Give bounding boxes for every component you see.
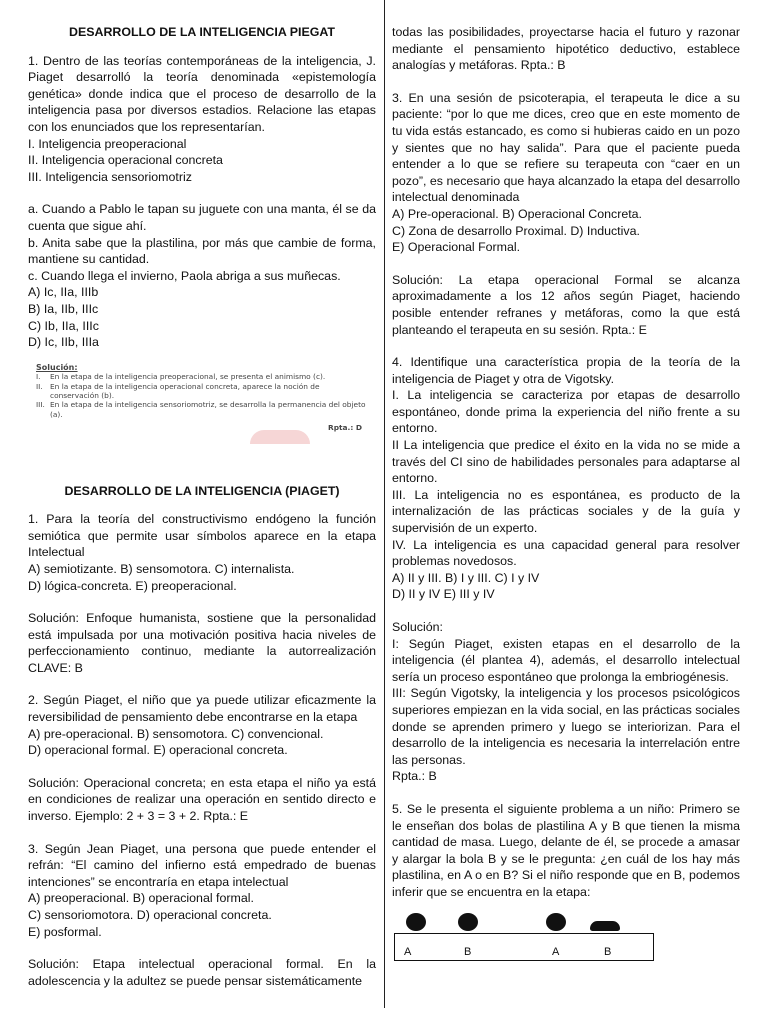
q4-option: D) II y IV E) III y IV bbox=[392, 587, 495, 602]
q1-statement-c: c. Cuando llega el invierno, Paola abriga a sus muñecas. bbox=[28, 268, 341, 283]
q1-option: D) Ic, IIb, IIIa bbox=[28, 335, 99, 350]
figure-label: A bbox=[552, 945, 560, 958]
ball-b-left bbox=[458, 913, 478, 931]
q1-option: A) Ic, IIa, IIIb bbox=[28, 285, 99, 300]
s2q2-option: A) pre-operacional. B) sensomotora. C) convencional. bbox=[28, 726, 324, 741]
s2q1-option: A) semiotizante. B) sensomotora. C) internalista. bbox=[28, 561, 295, 576]
s2q3-option: C) sensoriomotora. D) operacional concreta. bbox=[28, 908, 272, 922]
s2q3-solution: Solución: Etapa intelectual operacional formal. En la adolescencia y la adultez se puede pensar sistemáticamente bbox=[28, 957, 376, 988]
question3-text: 3. En una sesión de psicoterapia, el terapeuta le dice a su paciente: “por lo que me dices, creo que en este momento de tu vida estás estancado, es como si hubieras caido en un pozo y sientes que no hay salida”. Para que el paciente pueda entender a lo que se refiere su terapeuta con “caer en un pozo”, es necesario que haya alcanzado la etapa del desarrollo intelectual denominada bbox=[392, 90, 740, 205]
q1-statement-b: b. Anita sabe que la plastilina, por más que cambie de forma, mantiene su cantidad. bbox=[28, 235, 376, 267]
flattened-b-right bbox=[590, 921, 620, 931]
s2q1-solution: Solución: Enfoque humanista, sostiene que la personalidad está impulsada por una motivación positiva hacia niveles de perfeccionamiento continuo, mediante la autorrealización CLAVE: B bbox=[28, 611, 376, 675]
question5-text: 5. Se le presenta el siguiente problema a un niño: Primero se le enseñan dos bolas de plastilina A y B que tienen la misma cantidad de masa. Luego, delante de él, se procede a amasar y alargar la bola B y se le pregunta: ¿en cuál de los hay más plastilina, en A o en B? Si el niño responde que en B, podemos inferir que se encuentra en la etapa: bbox=[392, 801, 740, 899]
ball-a-right bbox=[546, 913, 566, 931]
s2q2-solution: Solución: Operacional concreta; en esta etapa el niño ya está en condiciones de realizar una operación en sentido directo e inverso. Ejemplo: 2 + 3 = 3 + 2. Rpta.: E bbox=[28, 775, 376, 824]
q3-option: E) Operacional Formal. bbox=[392, 240, 521, 255]
s2-question3: 3. Según Jean Piaget, una persona que puede entender el refrán: “El camino del infierno está empedrado de buenas intenciones” se encontraría en etapa intelectual bbox=[28, 841, 376, 889]
q4-answer: Rpta.: B bbox=[392, 769, 437, 784]
question4-text: 4. Identifique una característica propia de la teoría de la inteligencia de Piaget y otra de Vigotsky. bbox=[392, 355, 740, 386]
q3-option: A) Pre-operacional. B) Operacional Concreta. bbox=[392, 206, 642, 221]
snippet-answer: Rpta.: D bbox=[328, 423, 362, 433]
q1-statement-a: a. Cuando a Pablo le tapan su juguete con una manta, él se da cuenta que sigue ahí. bbox=[28, 202, 376, 233]
q3-option: C) Zona de desarrollo Proximal. D) Inductiva. bbox=[392, 223, 640, 238]
q1-item: I. Inteligencia preoperacional bbox=[28, 136, 187, 151]
figure-frame bbox=[394, 933, 654, 961]
figure-label: B bbox=[604, 945, 612, 958]
q4-solution-i: I: Según Piaget, existen etapas en el desarrollo de la inteligencia (él plantea 4), además, el desarrollo intelectual sería un proceso espontáneo que prolonga la embriogénesis. bbox=[392, 636, 740, 684]
q1-item: II. Inteligencia operacional concreta bbox=[28, 153, 223, 168]
solution-snippet-image bbox=[36, 363, 366, 433]
q4-statement-iii: III. La inteligencia no es espontánea, es producto de la internalización de las prácticas sociales y de la guía y supervisión de un experto. bbox=[392, 487, 740, 536]
q1-option: C) Ib, IIa, IIIc bbox=[28, 318, 99, 333]
s2q2-option: D) operacional formal. E) operacional concreta. bbox=[28, 743, 288, 758]
q3-solution: Solución: La etapa operacional Formal se alcanza aproximadamente a los 12 años según Piaget, haciendo posible entender refranes y metáforas, como la que está planteando el terapeuta en su sesión. Rpta.: E bbox=[392, 272, 740, 337]
snippet-row: II. En la etapa de la inteligencia operacional concreta, aparece la noción de conservación (b). bbox=[36, 381, 320, 400]
q4-statement-iv: IV. La inteligencia es una capacidad general para resolver problemas novedosos. bbox=[392, 537, 740, 569]
s2q3-option: A) preoperacional. B) operacional formal. bbox=[28, 891, 254, 906]
continued-solution: todas las posibilidades, proyectarse hacia el futuro y razonar mediante el pensamiento hipotético deductivo, establece analogías y metáforas. Rpta.: B bbox=[392, 25, 740, 73]
s2-question1: 1. Para la teoría del constructivismo endógeno la función semiótica que permite usar símbolos aparece en la etapa Intelectual bbox=[28, 512, 376, 560]
q1-item: III. Inteligencia sensoriomotriz bbox=[28, 169, 192, 184]
figure-label: A bbox=[404, 945, 412, 958]
figure-label: B bbox=[464, 945, 472, 958]
s2-question2: 2. Según Piaget, el niño que ya puede utilizar eficazmente la reversibilidad de pensamiento debe encontrarse en la etapa bbox=[28, 693, 376, 725]
left-column bbox=[28, 18, 376, 989]
s2q3-option: E) posformal. bbox=[28, 924, 102, 939]
s2q1-option: D) lógica-concreta. E) preoperacional. bbox=[28, 578, 237, 593]
q4-option: A) II y III. B) I y III. C) I y IV bbox=[392, 570, 540, 585]
q4-solution-heading: Solución: bbox=[392, 620, 443, 634]
q4-statement-ii: II La inteligencia que predice el éxito en la vida no se mide a través del CI sino de habilidades personales para adaptarse al entorno. bbox=[392, 438, 740, 486]
plasticine-figure bbox=[394, 909, 656, 961]
ball-a-left bbox=[406, 913, 426, 931]
section2-title: DESARROLLO DE LA INTELIGENCIA (PIAGET) bbox=[64, 483, 340, 498]
snippet-row: III. En la etapa de la inteligencia sensoriomotriz, se desarrolla la permanencia del objeto (a). bbox=[36, 400, 366, 419]
snippet-row: I. En la etapa de la inteligencia preoperacional, se presenta el animismo (c). bbox=[36, 372, 326, 382]
q1-option: B) Ia, IIb, IIIc bbox=[28, 301, 99, 316]
right-column bbox=[392, 24, 740, 961]
section1-title: DESARROLLO DE LA INTELIGENCIA PIEGAT bbox=[69, 25, 335, 39]
snippet-heading: Solución: bbox=[36, 362, 78, 372]
q4-solution-iii: III: Según Vigotsky, la inteligencia y los procesos psicológicos superiores empiezan en la vida social, en las prácticas sociales donde se aprenden primero y luego se interiorizan. Para el desarrollo de la inteligencia es necesaria la interrelación entre las personas. bbox=[392, 686, 740, 767]
q4-statement-i: I. La inteligencia se caracteriza por etapas de desarrollo espontáneo, donde prima la experiencia del niño frente a su entorno. bbox=[392, 388, 740, 436]
question1-text: 1. Dentro de las teorías contemporáneas de la inteligencia, J. Piaget desarrolló la teoría denominada «epistemología genética» donde indica que el proceso de desarrollo de la inteligencia pasa por diversos estadios. Relacione las etapas con los enunciados que los representarían. bbox=[28, 53, 376, 134]
column-divider bbox=[384, 0, 385, 1008]
